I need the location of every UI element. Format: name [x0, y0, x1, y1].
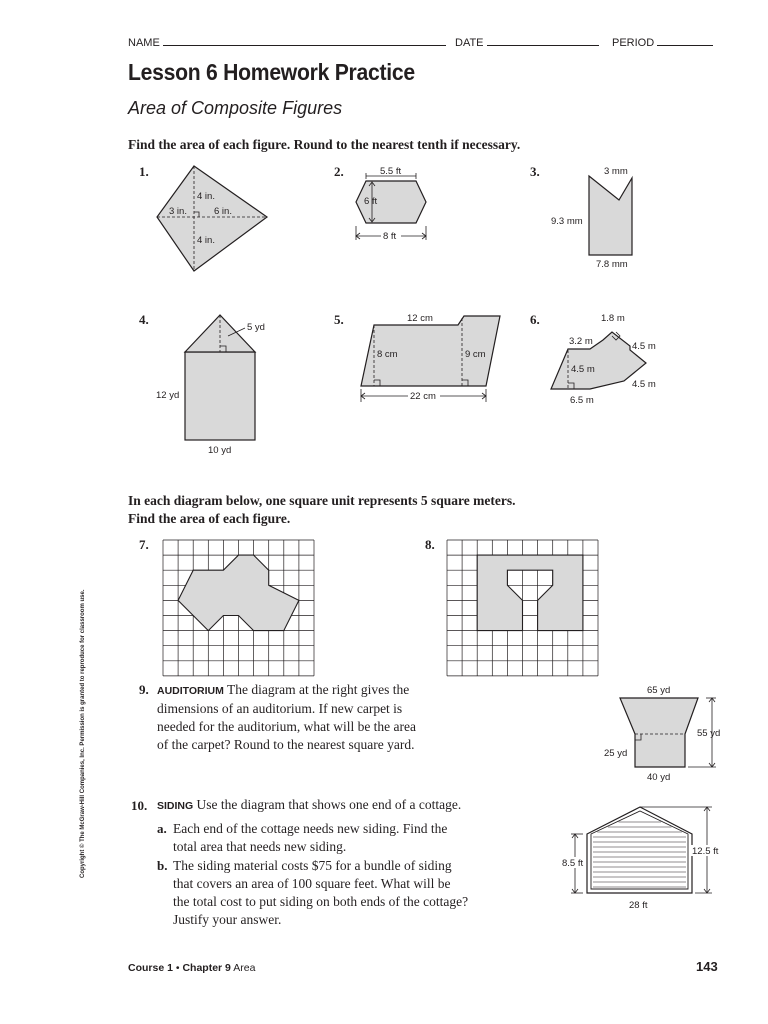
- p10b-line-1: The siding material costs $75 for a bundle of siding: [173, 858, 452, 873]
- date-label: DATE: [455, 37, 484, 49]
- fig1-label-left: 3 in.: [169, 206, 187, 217]
- fig9-label-left: 25 yd: [604, 748, 628, 759]
- fig1-label-right: 6 in.: [214, 206, 232, 217]
- problem-8-number: 8.: [425, 537, 435, 552]
- fig4-label-height: 12 yd: [156, 390, 180, 401]
- instructions-1: Find the area of each figure. Round to the nearest tenth if necessary.: [128, 137, 521, 152]
- p10b-line-3: the total cost to put siding on both ends of the cottage?: [173, 894, 469, 909]
- problem-6-number: 6.: [530, 312, 540, 327]
- p9-line-4: of the carpet? Round to the nearest square yard.: [157, 737, 415, 752]
- fig6-label-top: 1.8 m: [601, 313, 625, 324]
- fig2-label-bottom: 8 ft: [383, 231, 397, 242]
- fig6-label-bottom: 6.5 m: [570, 395, 594, 406]
- fig6-label-upperleft: 3.2 m: [569, 336, 593, 347]
- fig10-label-bottom: 28 ft: [629, 900, 648, 911]
- page-number: 143: [696, 959, 718, 974]
- fig5-label-bottom: 22 cm: [410, 391, 436, 402]
- fig9-label-top: 65 yd: [647, 685, 671, 696]
- fig9-label-right: 55 yd: [697, 728, 721, 739]
- fig2-label-height: 6 ft: [364, 196, 378, 207]
- p10-intro: Use the diagram that shows one end of a cottage.: [196, 797, 462, 812]
- fig6-label-inner: 4.5 m: [571, 364, 595, 375]
- problem-9-number: 9.: [139, 682, 149, 697]
- p10b-line-2: that covers an area of 100 square feet. What will be: [173, 876, 451, 891]
- period-label: PERIOD: [612, 37, 655, 49]
- footer-topic: Area: [233, 962, 256, 974]
- p10a-line-1: Each end of the cottage needs new siding. Find the: [173, 821, 448, 836]
- footer-chapter: Chapter 9: [182, 962, 231, 974]
- fig4-label-width: 10 yd: [208, 445, 232, 456]
- instructions-2-line-1: In each diagram below, one square unit represents 5 square meters.: [128, 493, 516, 508]
- p9-line-2: dimensions of an auditorium. If new carpet is: [157, 701, 403, 716]
- fig10-label-left: 8.5 ft: [562, 858, 584, 869]
- page-title: Lesson 6 Homework Practice: [128, 59, 415, 85]
- fig1-label-top: 4 in.: [197, 191, 215, 202]
- problem-10-tag: SIDING: [157, 800, 194, 812]
- problem-1-number: 1.: [139, 164, 149, 179]
- problem-4-number: 4.: [139, 312, 149, 327]
- footer-course: Course 1: [128, 962, 173, 974]
- fig9-label-bottom: 40 yd: [647, 772, 671, 783]
- problem-10b-label: b.: [157, 858, 168, 873]
- instructions-2-line-2: Find the area of each figure.: [128, 511, 291, 526]
- p9-line-1: The diagram at the right gives the: [227, 682, 410, 697]
- problem-2-number: 2.: [334, 164, 344, 179]
- fig5-label-left: 8 cm: [377, 349, 398, 360]
- fig3-label-bottom: 7.8 mm: [596, 259, 628, 270]
- fig5-label-top: 12 cm: [407, 313, 433, 324]
- fig3-label-top: 3 mm: [604, 166, 628, 177]
- name-label: NAME: [128, 37, 160, 49]
- page-subtitle: Area of Composite Figures: [128, 98, 343, 118]
- problem-5-number: 5.: [334, 312, 344, 327]
- p10b-line-4: Justify your answer.: [173, 912, 282, 927]
- footer-bullet: •: [175, 962, 180, 974]
- footer: [128, 962, 255, 974]
- fig6-label-right2: 4.5 m: [632, 379, 656, 390]
- problem-10a-label: a.: [157, 821, 167, 836]
- fig4-label-slant: 5 yd: [247, 322, 265, 333]
- problem-9-tag: AUDITORIUM: [157, 685, 224, 697]
- fig5-label-right: 9 cm: [465, 349, 486, 360]
- fig6-label-right1: 4.5 m: [632, 341, 656, 352]
- fig10-label-right: 12.5 ft: [692, 846, 719, 857]
- problem-3-number: 3.: [530, 164, 540, 179]
- fig1-label-bottom: 4 in.: [197, 235, 215, 246]
- problem-10-number: 10.: [131, 798, 148, 813]
- copyright-notice: Copyright © The McGraw-Hill Companies, Inc. Permission is granted to reproduce for classroom use.: [80, 589, 86, 878]
- problem-7-number: 7.: [139, 537, 149, 552]
- fig3-label-side: 9.3 mm: [551, 216, 583, 227]
- p9-line-3: needed for the auditorium, what will be the area: [157, 719, 417, 734]
- fig2-label-top: 5.5 ft: [380, 166, 402, 177]
- p10a-line-2: total area that needs new siding.: [173, 839, 347, 854]
